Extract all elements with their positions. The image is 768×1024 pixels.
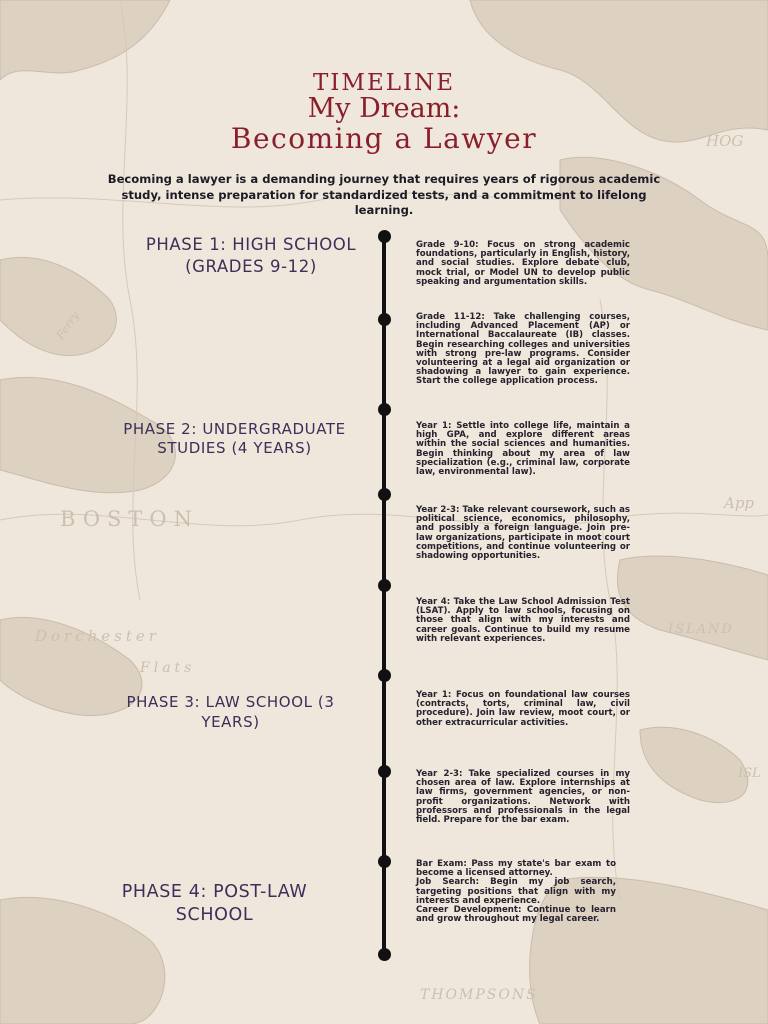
title-my-dream: My Dream: [307,93,461,124]
timeline-line [382,236,386,955]
map-label-boston: BOSTON [60,507,200,531]
post-law-career: Career Development: Continue to learn and grow throughout my legal career. [416,905,616,925]
milestone-undergrad-year-2-3: Year 2-3: Take relevant coursework, such as political science, economics, philosophy, and possibly a foreign language. Join pre-law organizations, participate in moot court competitions, and continue volunteering or shadowing opportunities. [416,505,630,562]
timeline-dot [378,403,391,416]
milestone-undergrad-year-1: Year 1: Settle into college life, maintain a high GPA, and explore different areas within the social sciences and humanities. Begin thinking about my area of law specialization (e.g., criminal law, corporate law, environmental law). [416,421,630,478]
milestone-post-law [416,860,616,924]
title-timeline: TIMELINE [312,70,456,96]
milestone-undergrad-year-4: Year 4: Take the Law School Admission Test (LSAT). Apply to law schools, focusing on those that align with my interests and career goals. Continue to build my resume with relevant experiences. [416,597,630,644]
intro-paragraph: Becoming a lawyer is a demanding journey that requires years of rigorous academic study, intense preparation for standardized tests, and a commitment to lifelong learning. [107,172,661,217]
map-label-flats: Flats [140,660,196,676]
map-label-isl: ISL [738,766,761,781]
timeline-dot [378,669,391,682]
map-label-app: App [724,494,755,512]
milestone-grade-11-12: Grade 11-12: Take challenging courses, including Advanced Placement (AP) or International Baccalaureate (IB) classes. Begin researching colleges and universities with strong pre-law programs. Consider volunteering at a legal aid organization or shadowing a lawyer to gain experience. Start the college application process. [416,312,630,387]
title-becoming-a-lawyer: Becoming a Lawyer [230,122,538,155]
timeline-dot [378,765,391,778]
map-label-dorchester: Dorchester [35,627,160,645]
phase-1-title: PHASE 1: HIGH SCHOOL (GRADES 9-12) [145,235,357,276]
timeline-dot [378,313,391,326]
map-label-ferry: Ferry [53,309,82,342]
milestone-grade-9-10: Grade 9-10: Focus on strong academic foundations, particularly in English, history, and social studies. Explore debate club, mock trial, or Model UN to develop public speaking and argumentation skills. [416,240,630,287]
map-label-thompsons: THOMPSONS [420,987,538,1003]
phase-3-title: PHASE 3: LAW SCHOOL (3 YEARS) [126,693,335,731]
post-law-job-search: Job Search: Begin my job search, targeting positions that align with my interests and experience. [416,877,616,906]
phase-4-title: PHASE 4: POST-LAW SCHOOL [121,882,308,925]
map-label-island: ISLAND [668,622,734,637]
timeline-dot [378,855,391,868]
timeline-dot [378,230,391,243]
milestone-law-year-2-3: Year 2-3: Take specialized courses in my chosen area of law. Explore internships at law firms, government agencies, or non-profit organizations. Network with professors and professionals in the legal field. Prepare for the bar exam. [416,769,630,826]
phase-2-title: PHASE 2: UNDERGRADUATE STUDIES (4 YEARS) [123,420,346,457]
milestone-law-year-1: Year 1: Focus on foundational law courses (contracts, torts, criminal law, civil procedure). Join law review, moot court, or other extracurricular activities. [416,690,630,728]
timeline-dot [378,579,391,592]
post-law-bar-exam: Bar Exam: Pass my state's bar exam to become a licensed attorney. [416,859,616,879]
map-label-hog: HOG [706,132,744,150]
timeline-dot [378,948,391,961]
timeline-dot [378,488,391,501]
